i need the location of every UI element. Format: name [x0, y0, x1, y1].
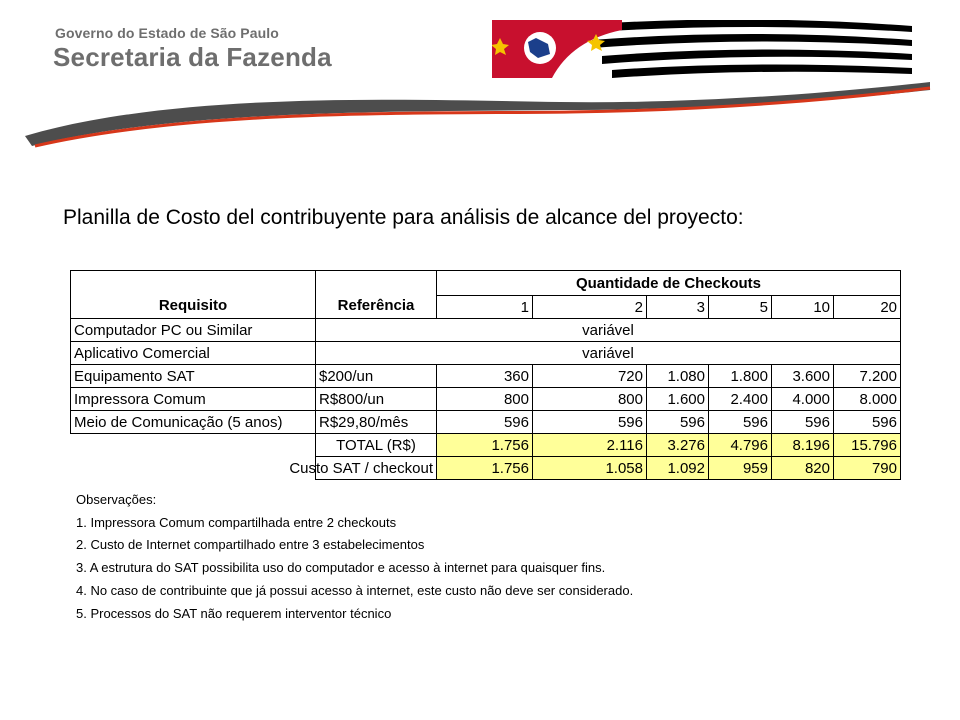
value-cell: 3.600	[772, 365, 834, 388]
secretaria-logo-text: Secretaria da Fazenda	[53, 42, 332, 72]
value-cell: 8.000	[834, 388, 901, 411]
value-cell: 4.000	[772, 388, 834, 411]
requisito-cell: Aplicativo Comercial	[71, 342, 316, 365]
merged-value-cell: variável	[316, 342, 901, 365]
table-row	[71, 388, 901, 411]
value-cell: 596	[772, 411, 834, 434]
value-cell: 596	[647, 411, 709, 434]
checkout-count-cell: 3	[647, 296, 709, 319]
value-cell: 2.400	[709, 388, 772, 411]
government-line: Governo do Estado de São Paulo	[55, 25, 279, 41]
observation-item: 5. Processos do SAT não requerem interventor técnico	[76, 605, 392, 621]
observations-block	[76, 489, 633, 625]
total-value-cell: 1.756	[437, 434, 533, 457]
total-value-cell: 2.116	[533, 434, 647, 457]
custo-label	[289, 457, 437, 480]
cost-table	[70, 270, 901, 480]
value-cell: 1.800	[709, 365, 772, 388]
requisito-cell: Equipamento SAT	[71, 365, 316, 388]
requisito-cell: Computador PC ou Similar	[71, 319, 316, 342]
custo-value-cell: 1.756	[437, 457, 533, 480]
header-requisito: Requisito	[71, 271, 316, 319]
requisito-cell: Meio de Comunicação (5 anos)	[71, 411, 316, 434]
value-cell: 360	[437, 365, 533, 388]
observation-item: 1. Impressora Comum compartilhada entre 2 checkouts	[76, 514, 397, 530]
table-row	[71, 365, 901, 388]
header-quantidade-checkouts: Quantidade de Checkouts	[437, 271, 901, 296]
value-cell: 720	[533, 365, 647, 388]
custo-value-cell: 1.058	[533, 457, 647, 480]
referencia-cell: R$800/un	[316, 388, 437, 411]
sao-paulo-flag-graphic	[492, 20, 912, 78]
custo-value-cell: 820	[772, 457, 834, 480]
blank-cell	[71, 457, 316, 480]
observation-item: 2. Custo de Internet compartilhado entre 3 estabelecimentos	[76, 537, 425, 553]
checkout-count-cell: 1	[437, 296, 533, 319]
referencia-cell: R$29,80/mês	[316, 411, 437, 434]
total-label: TOTAL (R$)	[316, 434, 437, 457]
table-row	[71, 342, 901, 365]
total-row	[71, 434, 901, 457]
value-cell: 7.200	[834, 365, 901, 388]
table-row	[71, 411, 901, 434]
checkout-count-cell: 2	[533, 296, 647, 319]
total-value-cell: 3.276	[647, 434, 709, 457]
observation-item: 4. No caso de contribuinte que já possui acesso à internet, este custo não deve ser considerado.	[76, 582, 634, 598]
value-cell: 1.080	[647, 365, 709, 388]
custo-label-text: Custo SAT / checkout	[289, 459, 433, 477]
value-cell: 596	[437, 411, 533, 434]
value-cell: 1.600	[647, 388, 709, 411]
custo-value-cell: 1.092	[647, 457, 709, 480]
header-referencia: Referência	[316, 271, 437, 319]
blank-cell	[71, 434, 316, 457]
table-row	[71, 319, 901, 342]
custo-value-cell: 790	[834, 457, 901, 480]
total-value-cell: 15.796	[834, 434, 901, 457]
total-value-cell: 4.796	[709, 434, 772, 457]
observation-item: 3. A estrutura do SAT possibilita uso do computador e acesso à internet para quaisquer fins.	[76, 560, 606, 576]
requisito-cell: Impressora Comum	[71, 388, 316, 411]
total-value-cell: 8.196	[772, 434, 834, 457]
checkout-count-cell: 10	[772, 296, 834, 319]
value-cell: 596	[709, 411, 772, 434]
observations-heading: Observações:	[76, 492, 157, 507]
checkout-count-cell: 5	[709, 296, 772, 319]
value-cell: 596	[533, 411, 647, 434]
custo-row	[71, 457, 901, 480]
slide-title: Planilla de Costo del contribuyente para análisis de alcance del proyecto:	[63, 206, 744, 229]
value-cell: 596	[834, 411, 901, 434]
merged-value-cell: variável	[316, 319, 901, 342]
table-header-row	[71, 271, 901, 296]
header-banner	[0, 0, 960, 160]
value-cell: 800	[533, 388, 647, 411]
referencia-cell: $200/un	[316, 365, 437, 388]
checkout-count-cell: 20	[834, 296, 901, 319]
custo-value-cell: 959	[709, 457, 772, 480]
value-cell: 800	[437, 388, 533, 411]
